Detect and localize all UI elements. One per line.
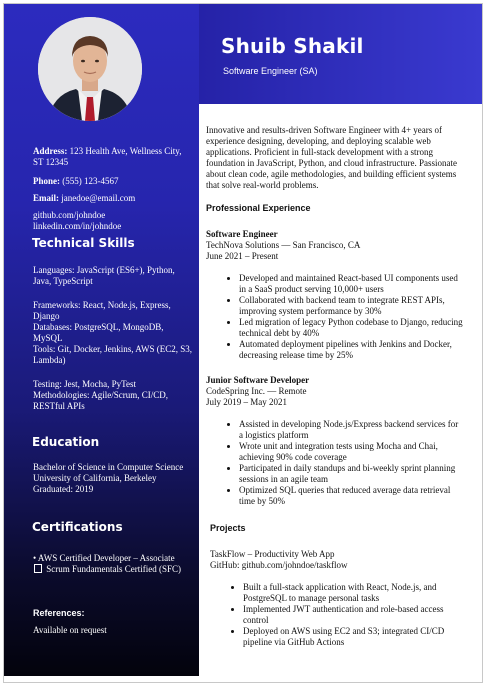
- certification-item: Scrum Fundamentals Certified (SFC): [33, 564, 193, 575]
- list-item: • Led migration of legacy Python codebase to Django, reducing technical debt by 40%: [239, 317, 464, 339]
- job-dates: June 2021 – Present: [206, 251, 279, 261]
- job-company: TechNova Solutions — San Francisco, CA: [206, 240, 361, 250]
- job-2-bullets: [206, 419, 464, 507]
- skills-tools: Tools: Git, Docker, Jenkins, AWS (EC2, S3, Lambda): [33, 344, 193, 365]
- skills-frameworks: Frameworks: React, Node.js, Express, Django: [33, 300, 171, 321]
- education-graduated: Graduated: 2019: [33, 484, 94, 494]
- skills-languages: Languages: JavaScript (ES6+), Python, Java, TypeScript: [33, 265, 175, 286]
- header-banner: [199, 4, 483, 104]
- education-degree: Bachelor of Science in Computer Science: [33, 462, 184, 472]
- job-title: Junior Software Developer: [206, 375, 310, 385]
- list-item: • Automated deployment pipelines with Jenkins and Docker, decreasing release time by 25%: [239, 339, 464, 361]
- person-portrait-icon: [38, 17, 142, 121]
- projects-heading: Projects: [210, 523, 246, 533]
- email-link[interactable]: janedoe@email.com: [61, 193, 136, 203]
- project-name: TaskFlow – Productivity Web App: [210, 549, 335, 559]
- bullet-icon: •: [33, 553, 37, 563]
- certification-item: • AWS Certified Developer – Associate: [33, 553, 175, 563]
- job-2: [206, 375, 468, 408]
- job-1-bullets: [206, 273, 464, 361]
- job-title: Software Engineer: [206, 229, 278, 239]
- skills-testing: Testing: Jest, Mocha, PyTest: [33, 379, 136, 389]
- references-text: Available on request: [33, 625, 107, 635]
- github-link[interactable]: github.com/johndoe: [33, 210, 106, 220]
- job-company: CodeSpring Inc. — Remote: [206, 386, 307, 396]
- resume-page: [3, 3, 483, 683]
- person-name: Shuib Shakil: [221, 34, 364, 58]
- education-school: University of California, Berkeley: [33, 473, 157, 483]
- experience-heading: Professional Experience: [206, 203, 311, 213]
- checkbox-icon: [34, 564, 42, 573]
- list-item: • Wrote unit and integration tests using Mocha and Chai, achieving 90% code coverage: [239, 441, 464, 463]
- project-bullets: [210, 582, 468, 648]
- job-dates: July 2019 – May 2021: [206, 397, 287, 407]
- list-item: • Built a full-stack application with React, Node.js, and PostgreSQL to manage personal tasks: [243, 582, 468, 604]
- list-item: • Optimized SQL queries that reduced average data retrieval time by 50%: [239, 485, 464, 507]
- list-item: • Assisted in developing Node.js/Express backend services for a logistics platform: [239, 419, 464, 441]
- certifications-heading: Certifications: [32, 520, 123, 534]
- education-heading: Education: [32, 435, 100, 449]
- job-1: [206, 229, 468, 262]
- list-item: • Collaborated with backend team to integrate REST APIs, improving system performance by 30%: [239, 295, 464, 317]
- project-github-link[interactable]: GitHub: github.com/johndoe/taskflow: [210, 560, 348, 570]
- linkedin-link[interactable]: linkedin.com/in/johndoe: [33, 221, 122, 231]
- project: [210, 549, 472, 571]
- references-heading: References:: [33, 608, 85, 618]
- summary: Innovative and results-driven Software Engineer with 4+ years of experience designing, developing, and deploying scalable web applications. Proficient in full-stack development with a strong foundation in JavaScript, Python, and cloud infrastructure. Passionate about clean code, agile methodologies, and building efficient systems that solve real-world problems.: [206, 125, 457, 190]
- contact-links: [33, 210, 193, 232]
- list-item: • Participated in daily standups and bi-weekly sprint planning sessions in an agile team: [239, 463, 464, 485]
- contact-address: Address: 123 Health Ave, Wellness City, ST 12345: [33, 146, 182, 167]
- certifications-list: [33, 553, 193, 575]
- education-details: [33, 462, 193, 495]
- contact-email: Email: janedoe@email.com: [33, 193, 136, 203]
- job-role: Software Engineer (SA): [223, 66, 318, 76]
- skills-methodologies: Methodologies: Agile/Scrum, CI/CD, RESTful APIs: [33, 390, 168, 411]
- skills-databases: Databases: PostgreSQL, MongoDB, MySQL: [33, 322, 164, 343]
- list-item: • Implemented JWT authentication and role-based access control: [243, 604, 468, 626]
- skills-heading: Technical Skills: [32, 236, 135, 250]
- list-item: • Developed and maintained React-based UI components used in a SaaS product serving 10,000+ users: [239, 273, 464, 295]
- contact-phone: Phone: (555) 123-4567: [33, 176, 119, 186]
- list-item: • Deployed on AWS using EC2 and S3; integrated CI/CD pipeline via GitHub Actions: [243, 626, 468, 648]
- profile-photo: [38, 17, 142, 121]
